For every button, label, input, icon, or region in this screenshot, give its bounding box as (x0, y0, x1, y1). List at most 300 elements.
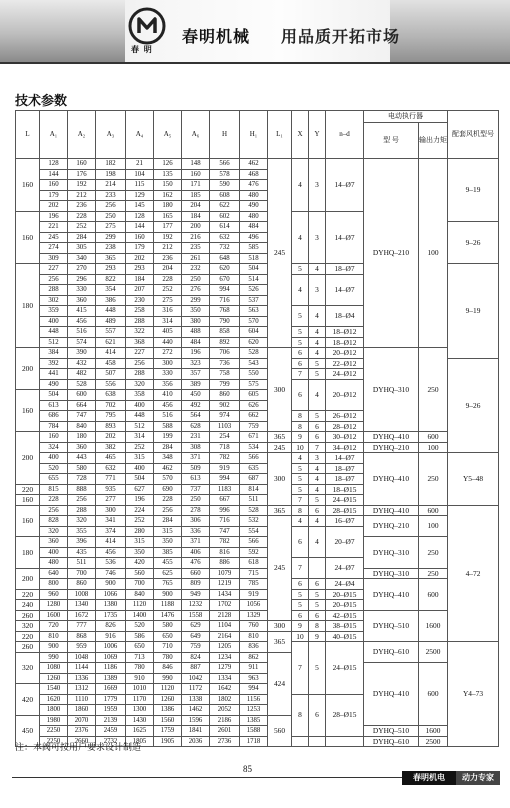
data-cell: 330 (68, 285, 96, 296)
data-cell: 566 (240, 453, 268, 464)
data-cell: 365 (96, 253, 126, 264)
data-cell: 760 (240, 621, 268, 632)
actuator-torque: 250 (419, 537, 448, 569)
data-cell: 275 (96, 222, 126, 233)
data-cell: 280 (126, 526, 154, 537)
data-cell: 354 (96, 285, 126, 296)
X-value: 10 (292, 631, 309, 642)
data-cell: 710 (154, 642, 182, 653)
data-cell: 1329 (240, 610, 268, 621)
data-cell: 2250 (40, 736, 68, 747)
data-cell: 293 (126, 264, 154, 275)
data-cell: 670 (210, 274, 240, 285)
data-cell: 664 (68, 400, 96, 411)
data-cell: 1476 (154, 610, 182, 621)
data-cell: 785 (240, 579, 268, 590)
data-cell: 512 (40, 337, 68, 348)
X-value: 5 (292, 589, 309, 600)
data-cell: 288 (126, 316, 154, 327)
data-cell: 963 (240, 673, 268, 684)
data-cell: 357 (182, 369, 210, 380)
data-cell: 570 (154, 474, 182, 485)
X-value: 10 (292, 442, 309, 453)
data-cell: 162 (154, 190, 182, 201)
data-cell: 622 (210, 201, 240, 212)
actuator-model: DYHQ–510 (364, 610, 419, 642)
fan-model: 9–19 (448, 159, 499, 222)
data-cell: 235 (182, 243, 210, 254)
data-cell: 1718 (240, 736, 268, 747)
X-value: 8 (292, 505, 309, 516)
nd-value: 18–Ø15 (326, 484, 364, 495)
L-value: 180 (16, 264, 40, 348)
data-cell: 254 (210, 432, 240, 443)
data-cell: 590 (210, 180, 240, 191)
L1-value: 245 (268, 516, 292, 621)
data-cell: 900 (154, 589, 182, 600)
table-row (16, 348, 499, 359)
data-cell: 858 (210, 327, 240, 338)
data-cell: 702 (96, 400, 126, 411)
data-cell: 252 (154, 285, 182, 296)
X-value: 5 (292, 264, 309, 275)
data-cell: 160 (182, 169, 210, 180)
data-cell: 1144 (68, 663, 96, 674)
L-value: 220 (16, 589, 40, 600)
data-cell: 2601 (210, 726, 240, 737)
data-cell: 214 (96, 180, 126, 191)
nd-value: 42–Ø15 (326, 610, 364, 621)
data-cell: 272 (154, 348, 182, 359)
data-cell: 276 (182, 285, 210, 296)
data-cell: 919 (210, 463, 240, 474)
data-cell: 1759 (154, 726, 182, 737)
data-cell: 667 (210, 495, 240, 506)
data-cell: 144 (126, 222, 154, 233)
data-cell: 1340 (68, 600, 96, 611)
data-cell: 160 (40, 180, 68, 191)
data-cell: 252 (126, 442, 154, 453)
data-cell: 196 (40, 211, 68, 222)
data-cell: 456 (96, 547, 126, 558)
actuator-model: DYHQ–610 (364, 642, 419, 663)
industrial-photo-left (0, 0, 125, 62)
nd-value: 18–Ø12 (326, 337, 364, 348)
data-cell: 780 (126, 663, 154, 674)
data-cell: 759 (240, 421, 268, 432)
Y-value: 5 (309, 358, 326, 369)
L-value: 160 (16, 390, 40, 432)
data-cell: 228 (154, 274, 182, 285)
data-cell: 288 (126, 369, 154, 380)
data-cell: 520 (40, 463, 68, 474)
table-row (16, 159, 499, 170)
L1-value: 365 (268, 505, 292, 516)
data-cell: 256 (126, 358, 154, 369)
data-cell: 716 (210, 516, 240, 527)
actuator-model: DYHQ–510 (364, 726, 419, 737)
data-cell: 490 (240, 201, 268, 212)
data-cell: 160 (40, 432, 68, 443)
data-cell: 911 (240, 663, 268, 674)
data-cell: 600 (68, 390, 96, 401)
data-cell: 564 (182, 411, 210, 422)
nd-value: 18–Ø7 (326, 463, 364, 474)
X-value: 7 (292, 369, 309, 380)
data-cell: 236 (68, 201, 96, 212)
data-cell: 177 (154, 222, 182, 233)
data-cell: 2186 (210, 715, 240, 726)
data-cell: 392 (40, 358, 68, 369)
data-cell: 846 (154, 663, 182, 674)
data-cell: 371 (182, 537, 210, 548)
data-cell: 2736 (210, 736, 240, 747)
data-cell: 320 (68, 516, 96, 527)
header-banner (0, 0, 510, 62)
data-cell: 994 (210, 474, 240, 485)
L-value: 160 (16, 159, 40, 212)
data-cell: 322 (126, 327, 154, 338)
data-cell: 888 (68, 484, 96, 495)
data-cell: 690 (154, 484, 182, 495)
data-cell: 150 (154, 180, 182, 191)
data-cell: 299 (96, 232, 126, 243)
header-divider (0, 62, 510, 64)
data-cell: 314 (126, 432, 154, 443)
data-cell: 648 (210, 253, 240, 264)
data-cell: 199 (154, 432, 182, 443)
X-value: 7 (292, 495, 309, 506)
L1-value: 365 (268, 432, 292, 443)
data-cell: 176 (68, 169, 96, 180)
table-row (16, 453, 499, 464)
data-cell: 536 (96, 558, 126, 569)
actuator-model: DYHQ–410 (364, 663, 419, 726)
data-cell: 284 (154, 516, 182, 527)
L-value: 220 (16, 484, 40, 495)
data-cell: 585 (240, 243, 268, 254)
X-value: 4 (292, 274, 309, 306)
data-cell: 359 (40, 306, 68, 317)
data-cell: 2052 (210, 705, 240, 716)
data-cell: 520 (126, 621, 154, 632)
data-cell: 528 (240, 505, 268, 516)
data-cell: 605 (240, 390, 268, 401)
data-cell: 532 (240, 516, 268, 527)
data-cell: 650 (154, 631, 182, 642)
data-cell: 314 (154, 316, 182, 327)
fan-model: 9–19 (448, 264, 499, 359)
data-cell: 720 (40, 621, 68, 632)
data-cell: 274 (40, 243, 68, 254)
data-cell: 1260 (154, 694, 182, 705)
data-cell: 406 (182, 547, 210, 558)
data-cell: 380 (182, 316, 210, 327)
Y-value: 6 (309, 610, 326, 621)
data-cell: 400 (126, 463, 154, 474)
company-slogan: 用品质开拓市场 (281, 27, 401, 46)
data-cell: 400 (126, 400, 154, 411)
data-cell: 560 (126, 568, 154, 579)
nd-value: 28–Ø15 (326, 505, 364, 516)
data-cell: 518 (240, 253, 268, 264)
data-cell: 360 (40, 537, 68, 548)
data-cell: 200 (182, 222, 210, 233)
data-cell: 2036 (182, 736, 210, 747)
data-cell: 768 (210, 306, 240, 317)
Y-value: 4 (309, 463, 326, 474)
data-cell: 1010 (126, 684, 154, 695)
data-cell: 613 (40, 400, 68, 411)
data-cell: 919 (240, 589, 268, 600)
actuator-torque: 600 (419, 663, 448, 726)
data-cell: 1669 (96, 684, 126, 695)
data-cell: 420 (126, 558, 154, 569)
data-cell: 1800 (40, 705, 68, 716)
data-cell: 777 (68, 621, 96, 632)
data-cell: 1170 (126, 694, 154, 705)
L1-value: 560 (268, 715, 292, 747)
data-cell: 350 (182, 306, 210, 317)
Y-value: 5 (309, 369, 326, 380)
data-cell: 316 (154, 306, 182, 317)
data-cell: 238 (96, 243, 126, 254)
data-cell: 618 (240, 558, 268, 569)
data-cell: 504 (40, 390, 68, 401)
data-cell: 1625 (126, 726, 154, 737)
col-header-Y: Y (309, 111, 326, 159)
data-cell: 1400 (126, 610, 154, 621)
col-header-X: X (292, 111, 309, 159)
data-cell: 358 (126, 390, 154, 401)
actuator-torque: 100 (419, 516, 448, 537)
data-cell: 736 (210, 358, 240, 369)
data-cell: 716 (210, 295, 240, 306)
X-value: 6 (292, 358, 309, 369)
footer-brand: 春明机电 (402, 771, 456, 785)
data-cell: 360 (68, 442, 96, 453)
data-cell: 202 (96, 432, 126, 443)
data-cell: 575 (240, 379, 268, 390)
data-cell: 1186 (96, 663, 126, 674)
data-cell: 250 (182, 495, 210, 506)
data-cell: 2128 (210, 610, 240, 621)
data-cell: 1980 (40, 715, 68, 726)
data-cell: 1312 (68, 684, 96, 695)
data-cell: 165 (154, 211, 182, 222)
Y-value: 4 (309, 526, 326, 558)
X-value: 8 (292, 421, 309, 432)
nd-value: 20–Ø12 (326, 348, 364, 359)
col-header-actuator: 电动执行器 (364, 111, 448, 123)
data-cell: 528 (240, 348, 268, 359)
data-cell: 350 (154, 537, 182, 548)
L1-value: 245 (268, 159, 292, 348)
L-value: 220 (16, 631, 40, 642)
data-cell: 302 (40, 295, 68, 306)
nd-value: 40–Ø15 (326, 631, 364, 642)
X-value: 4 (292, 453, 309, 464)
data-cell: 448 (96, 306, 126, 317)
empty-cell (292, 736, 309, 747)
nd-value: 28–Ø12 (326, 421, 364, 432)
col-header-A1: A₁ (40, 111, 68, 159)
data-cell: 758 (210, 369, 240, 380)
col-header-A3: A₃ (96, 111, 126, 159)
data-cell: 384 (40, 348, 68, 359)
data-cell: 350 (126, 547, 154, 558)
data-cell: 974 (210, 411, 240, 422)
data-cell: 1600 (40, 610, 68, 621)
data-cell: 198 (96, 169, 126, 180)
data-cell: 528 (68, 379, 96, 390)
Y-value: 3 (309, 453, 326, 464)
data-cell: 893 (96, 421, 126, 432)
data-cell: 784 (40, 421, 68, 432)
col-header-fan: 配套风机型号 (448, 111, 499, 159)
nd-value: 20–Ø12 (326, 379, 364, 411)
data-cell: 256 (154, 505, 182, 516)
data-cell: 1959 (96, 705, 126, 716)
logo-brand-text: 春 明 (131, 45, 153, 54)
data-cell: 252 (126, 516, 154, 527)
nd-value: 18–Ø7 (326, 264, 364, 275)
data-cell: 1234 (210, 652, 240, 663)
data-cell: 840 (126, 589, 154, 600)
data-cell: 462 (154, 463, 182, 474)
data-cell: 320 (40, 526, 68, 537)
nd-value: 16–Ø7 (326, 516, 364, 527)
col-header-A2: A₂ (68, 111, 96, 159)
data-cell: 1540 (40, 684, 68, 695)
L1-value: 365 (268, 631, 292, 652)
data-cell: 782 (210, 537, 240, 548)
data-cell: 2139 (96, 715, 126, 726)
data-cell: 389 (182, 379, 210, 390)
nd-value: 18–Ø4 (326, 306, 364, 327)
data-cell: 1066 (96, 589, 126, 600)
Y-value: 6 (309, 432, 326, 443)
data-cell: 192 (154, 232, 182, 243)
spec-table-body (16, 159, 499, 747)
X-value: 5 (292, 337, 309, 348)
Y-value: 4 (309, 379, 326, 411)
data-cell: 687 (240, 474, 268, 485)
col-header-nd: n–d (326, 111, 364, 159)
data-cell: 700 (126, 579, 154, 590)
data-cell: 640 (40, 568, 68, 579)
data-cell: 410 (154, 390, 182, 401)
data-cell: 126 (154, 159, 182, 170)
col-header-H: H (210, 111, 240, 159)
data-cell: 826 (96, 621, 126, 632)
data-cell: 511 (68, 558, 96, 569)
data-cell: 620 (240, 337, 268, 348)
L-value: 200 (16, 568, 40, 589)
data-cell: 578 (210, 169, 240, 180)
L-value: 240 (16, 600, 40, 611)
data-cell: 671 (240, 432, 268, 443)
data-cell: 204 (182, 201, 210, 212)
col-header-L1: L₁ (268, 111, 292, 159)
data-cell: 227 (126, 348, 154, 359)
data-cell: 180 (68, 432, 96, 443)
data-cell: 212 (68, 190, 96, 201)
data-cell: 650 (126, 642, 154, 653)
Y-value: 4 (309, 337, 326, 348)
data-cell: 212 (154, 243, 182, 254)
data-cell: 1103 (210, 421, 240, 432)
data-cell: 216 (182, 232, 210, 243)
data-cell: 288 (68, 505, 96, 516)
L-value: 200 (16, 348, 40, 390)
data-cell: 496 (240, 232, 268, 243)
nd-value: 38–Ø15 (326, 621, 364, 632)
data-cell: 443 (68, 453, 96, 464)
X-value: 4 (292, 211, 309, 264)
data-cell: 250 (96, 211, 126, 222)
table-row (16, 442, 499, 453)
Y-value: 5 (309, 495, 326, 506)
data-cell: 732 (210, 243, 240, 254)
data-cell: 900 (40, 642, 68, 653)
data-cell: 638 (96, 390, 126, 401)
Y-value: 4 (309, 348, 326, 359)
data-cell: 270 (68, 264, 96, 275)
X-value: 5 (292, 327, 309, 338)
L-value: 450 (16, 715, 40, 747)
data-cell: 1069 (96, 652, 126, 663)
data-cell: 184 (126, 274, 154, 285)
data-cell: 440 (154, 337, 182, 348)
data-cell: 686 (40, 411, 68, 422)
data-cell: 504 (126, 474, 154, 485)
actuator-torque: 100 (419, 159, 448, 348)
data-cell: 480 (240, 211, 268, 222)
nd-value: 20–Ø7 (326, 526, 364, 558)
data-cell: 557 (96, 327, 126, 338)
data-cell: 145 (126, 201, 154, 212)
company-name: 春明机械 (182, 27, 251, 46)
data-cell: 706 (210, 348, 240, 359)
empty-cell (309, 736, 326, 747)
data-cell: 256 (40, 505, 68, 516)
data-cell: 1219 (210, 579, 240, 590)
data-cell: 516 (68, 327, 96, 338)
data-cell: 507 (96, 369, 126, 380)
data-cell: 662 (240, 411, 268, 422)
data-cell: 435 (68, 547, 96, 558)
data-cell: 196 (126, 495, 154, 506)
data-cell: 765 (154, 579, 182, 590)
nd-value: 24–Ø15 (326, 642, 364, 695)
actuator-torque: 2500 (419, 642, 448, 663)
data-cell: 115 (126, 180, 154, 191)
L-value: 320 (16, 652, 40, 684)
Y-value: 4 (309, 306, 326, 327)
data-cell: 284 (154, 442, 182, 453)
fan-model: Y4–73 (448, 642, 499, 747)
data-cell: 1434 (210, 589, 240, 600)
actuator-torque: 600 (419, 432, 448, 443)
nd-value: 18–Ø7 (326, 474, 364, 485)
data-cell: 1048 (68, 652, 96, 663)
data-cell: 330 (154, 369, 182, 380)
data-cell: 1008 (68, 589, 96, 600)
L-value: 260 (16, 642, 40, 653)
data-cell: 230 (126, 295, 154, 306)
Y-value: 5 (309, 411, 326, 422)
